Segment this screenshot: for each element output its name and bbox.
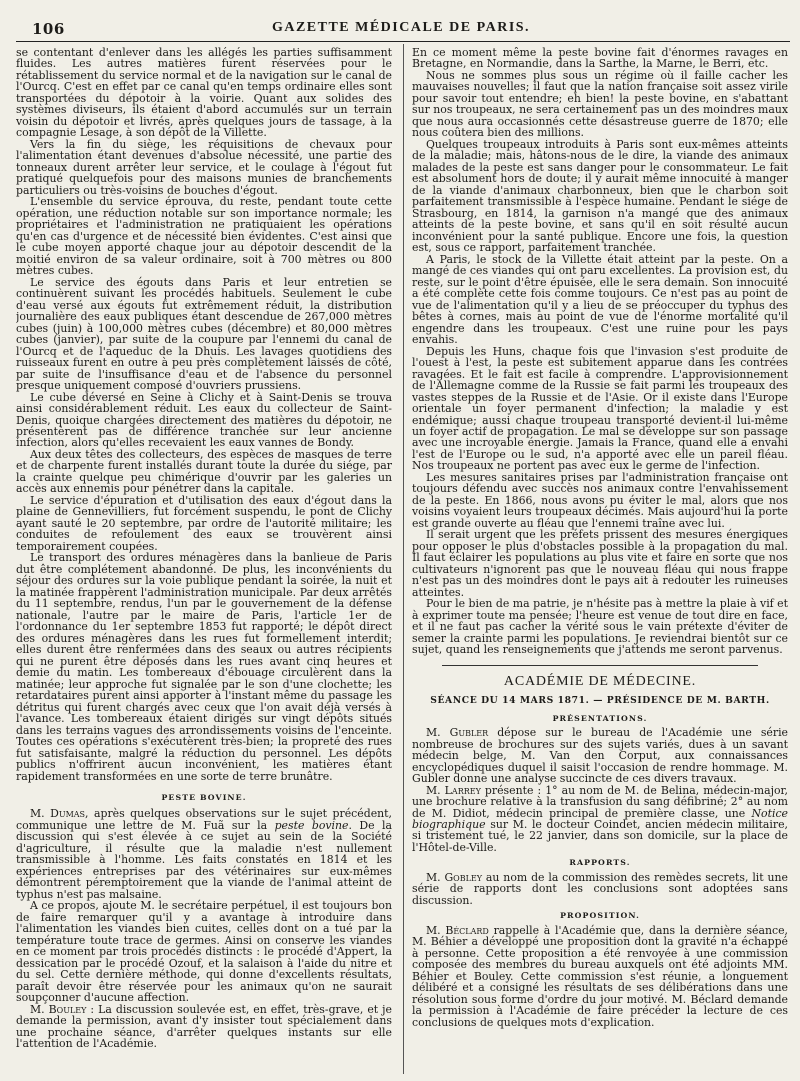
page-header bbox=[14, 14, 788, 44]
paragraph: Le transport des ordures ménagères dans la banlieue de Paris dut être complétement abandonné. De plus, les inconvénients du séjour des ordures sur la voie publique pendant la soirée, la nuit et la matinée frappèrent l'administration municipale. Par deux arrêtés du 11 septembre, rendus, l'un par le gouvernement de la défense nationale, l'autre par le maire de Paris, l'article 1er de l'ordonnance du 1er septembre 1853 fut rapporté; le dépôt direct des ordures ménagères dans les rues fut formellement interdit; elles durent être renfermées dans des seaux ou autres récipients qui ne purent être déposés dans les rues avant cinq heures et demie du matin. Les tombereaux d'ébouage circulèrent dans la matinée; leur approche fut signalée par le son d'une clochette; les retardataires purent ainsi apporter à l'instant même du passage les détritus qui furent chargés avec ceux que l'on avait déjà versés à l'avance. Les tombereaux étaient dirigés sur vingt dépôts situés dans les terrains vagues des arrondissements voisins de l'enceinte. Toutes ces opérations s'exécutèrent très-bien; la propreté des rues fut satisfaisante, malgré la réduction du personnel. Les dépôts publics n'offrirent aucun inconvénient, les matières étant rapidement transformées en une sorte de terre brunâtre. bbox=[16, 551, 392, 783]
speaker-name: M. Gobley bbox=[426, 870, 483, 884]
paragraph bbox=[16, 1004, 392, 1050]
paragraph-text: présente : 1° au nom de M. de Belina, médecin-major, une brochure relative à la transfusion du sang défibriné; 2° au nom de M. Didiot, médecin principal de première classe, une bbox=[412, 783, 788, 820]
paragraph: Le service d'épuration et d'utilisation des eaux d'égout dans la plaine de Gennevilliers, fut forcément suspendu, le pont de Clichy ayant sauté le 20 septembre, par ordre de l'autorité militaire; les conduites de refoulement des eaux se trouvèrent ainsi temporairement coupées. bbox=[16, 493, 392, 553]
paragraph-text: dépose sur le bureau de l'Académie une série nombreuse de brochures sur des sujets variés, dues à un savant médecin belge, M. Van den Corput, aux connaissances encyclopédiques duquel il saisit l'occasion de rendre hommage. M. Gubler donne une analyse succincte de ces divers travaux. bbox=[412, 726, 788, 786]
paragraph-text: rappelle à l'Académie que, dans la dernière séance, M. Béhier a développé une proposition dont la gravité n'a échappé à personne. Cette proposition a été renvoyée à une commission composée des membres du bureau auxquels ont été adjoints MM. Béhier et Bouley. Cette commission s'est réunie, a longuement délibéré et a consigné les résultats de ses délibérations dans une résolution sous forme d'ordre du jour motivé. M. Béclard demande la permission à l'Académie de faire précéder la lecture de ces conclusions de quelques mots d'explication. bbox=[412, 923, 788, 1029]
section-rule bbox=[442, 665, 758, 666]
paragraph: En ce moment même la peste bovine fait d'énormes ravages en Bretagne, en Normandie, dans la Sarthe, la Marne, le Berri, etc. bbox=[412, 47, 788, 71]
emphasis: peste bovine bbox=[274, 818, 349, 832]
speaker-name: M. Larrey bbox=[426, 783, 481, 797]
paragraph: Vers la fin du siège, les réquisitions de chevaux pour l'alimentation étant devenues d'absolue nécessité, une partie des tonneaux durent arrêter leur service, et le coulage à l'égout fut pratiqué quelquefois pour des maisons munies de branchements particuliers ou très-voisins de bouches d'égout. bbox=[16, 137, 392, 197]
right-column bbox=[412, 47, 788, 1071]
paragraph: A Paris, le stock de la Villette était atteint par la peste. On a mangé de ces viandes qui ont paru excellentes. La provision est, du reste, sur le point d'être épuisée, elle le sera demain. Son innocuité a été complète cette fois comme toujours. Ce n'est pas au point de vue de l'alimentation qu'il y a lieu de se préoccuper du typhus des bêtes à cornes, mais au point de vue de l'énorme mortalité qu'il engendre dans les troupeaux. C'est une ruine pour les pays envahis. bbox=[412, 252, 788, 347]
paragraph bbox=[412, 925, 788, 1028]
paragraph: Il serait urgent que les préfets prissent des mesures énergiques pour opposer le plus d'obstacles possible à la propagation du mal. Il faut éclairer les populations au plus vite et faire en sorte que nos cultivateurs n'ignorent pas que le nouveau fléau qui nous frappe n'est pas un des moindres dont le pays ait à redouter les ruineuses atteintes. bbox=[412, 528, 788, 599]
paragraph-text: au nom de la commission des remèdes secrets, lit une série de rapports dont les conclusions sont adoptées sans discussion. bbox=[412, 870, 788, 907]
section-title-academie: ACADÉMIE DE MÉDECINE. bbox=[503, 673, 697, 689]
speaker-name: M. Dumas bbox=[30, 807, 86, 821]
header-rule bbox=[16, 41, 790, 42]
paragraph: Pour le bien de ma patrie, je n'hésite pas à mettre la plaie à vif et à exprimer toute ma pensée; l'heure est venue de tout dire en face, et il ne faut pas cacher la vérité sous le vain prétexte d'éviter de semer la crainte parmi les populations. Je reviendrai bientôt sur ce sujet, quand les renseignements que j'attends me seront parvenus. bbox=[412, 597, 788, 657]
paragraph bbox=[412, 785, 788, 854]
paragraph: Aux deux têtes des collecteurs, des espèces de masques de terre et de charpente furent installés durant toute la durée du siége, par la crainte quelque peu chimérique d'ouvrir par les galeries un accès aux ennemis pour pénétrer dans la capitale. bbox=[16, 447, 392, 496]
paragraph: Depuis les Huns, chaque fois que l'invasion s'est produite de l'ouest à l'est, la peste est subitement apparue dans les contrées ravagées. Et le fait est facile à comprendre. L'approvisionnement de l'Allemagne comme de la Russie se fait parmi les troupeaux des vastes steppes de la Russie et de l'Asie. Or il existe dans l'Europe orientale un foyer permanent d'infection; la maladie y est endémique; aussi chaque troupeau transporté devient-il lui-même un foyer actif de propagation. Le mal se développe sur son passage avec une incroyable énergie. Jamais la France, quand elle a envahi l'est de l'Europe ou le sud, n'a apporté avec elle un pareil fléau. Nos troupeaux ne portent pas avec eux le germe de l'infection. bbox=[412, 344, 788, 473]
paragraph bbox=[16, 808, 392, 900]
section-heading-presentations: PRÉSENTATIONS. bbox=[552, 713, 648, 723]
paragraph: Nous ne sommes plus sous un régime où il faille cacher les mauvaises nouvelles; il faut que la nation française soit assez virile pour savoir tout entendre; eh bien! la peste bovine, en s'abattant sur nos troupeaux, ne sera certainement pas un des moindres maux que nous aura occasionnés cette désastreuse guerre de 1870; elle nous coûtera bien des millions. bbox=[412, 68, 788, 140]
journal-title: GAZETTE MÉDICALE DE PARIS. bbox=[271, 20, 531, 35]
left-column bbox=[16, 47, 392, 1071]
page-number: 106 bbox=[32, 20, 65, 38]
section-heading-peste-bovine: PESTE BOVINE. bbox=[161, 793, 247, 802]
paragraph: Les mesures sanitaires prises par l'administration française ont toujours défendu avec succès nos animaux contre l'envahissement de la peste. En 1866, nous avons pu éviter le mal, alors que nos voisins voyaient leurs troupeaux décimés. Mais aujourd'hui la porte est grande ouverte au fléau que l'ennemi traîne avec lui. bbox=[412, 470, 788, 530]
paragraph: L'ensemble du service éprouva, du reste, pendant toute cette opération, une réduction notable sur son importance normale; les propriétaires et l'administration ne pratiquaient les opérations qu'en cas d'urgence et de nécessité bien évidentes. C'est ainsi que le cube moyen apporté chaque jour au dépotoir descendit de la moitié environ de sa valeur ordinaire, soit à 700 mètres ou 800 mètres cubes. bbox=[16, 195, 392, 278]
paragraph: Le service des égouts dans Paris et leur entretien se continuèrent suivant les procédés habituels. Seulement le cube d'eau versé aux égouts fut extrêmement réduit, la distribution journalière des eaux publiques étant descendue de 267,000 mètres cubes (juin) à 100,000 mètres cubes (décembre) et 80,000 mètres cubes (janvier), par suite de la coupure par l'ennemi du canal de l'Ourcq et de l'aqueduc de la Dhuis. Les lavages quotidiens des ruisseaux furent en outre à peu près complètement laissés de côté, par suite de l'insuffisance d'eau et de l'absence du personnel presque uniquement composé d'ouvriers prussiens. bbox=[16, 275, 392, 393]
paragraph: se contentant d'enlever dans les allégés les parties suffisamment fluides. Les autres matières furent réservées pour le rétablissement du service normal et de la navigation sur le canal de l'Ourcq. C'est en effet par ce canal qu'en temps ordinaire elles sont transportées du dépotoir à la voirie. Quant aux solides des systèmes diviseurs, ils étaient d'abord accumulés sur un terrain voisin du dépotoir et livrés, après quelques jours de tassage, à la compagnie Lesage, à son dépôt de la Villette. bbox=[16, 47, 392, 140]
paragraph-text: , après quelques observations sur le sujet précédent, communique une lettre de M. Fuã sur la bbox=[16, 807, 392, 832]
column-divider bbox=[403, 44, 404, 1074]
section-heading-proposition: PROPOSITION. bbox=[560, 911, 640, 921]
paragraph-text: . De la discussion qui s'est élevée à ce sujet au sein de la Société d'agriculture, il résulte que la maladie n'est nullement transmissible à l'homme. Les faits constatés en 1814 et les expériences entreprises par des vétérinaires sur eux-mêmes démontrent péremptoirement que la viande de l'animal atteint de typhus n'est pas malsaine. bbox=[16, 818, 392, 901]
paragraph bbox=[412, 872, 788, 906]
paragraph: Quelques troupeaux introduits à Paris sont eux-mêmes atteints de la maladie; mais, hâtons-nous de le dire, la viande des animaux malades de la peste est sans danger pour le consommateur. Le fait est absolument hors de doute; il y aurait même innocuité à manger de la viande d'animaux charbonneux, bien que le charbon soit parfaitement transmissible à l'espèce humaine. Pendant le siége de Strasbourg, en 1814, la garnison n'a mangé que des animaux atteints de la peste bovine, et sans qu'il en soit résulté aucun inconvénient pour la santé publique. Encore une fois, la question est, sous ce rapport, parfaitement tranchée. bbox=[412, 137, 788, 255]
paragraph-text: sur M. le docteur Coindet, ancien médecin militaire, si tristement tué, le 22 janvier, dans son domicile, sur la place de l'Hôtel-de-Ville. bbox=[412, 818, 788, 854]
section-heading-rapports: RAPPORTS. bbox=[569, 858, 631, 868]
paragraph bbox=[412, 727, 788, 784]
paragraph-text: : La discussion soulevée est, en effet, très-grave, et je demande la permission, avant d'y insister tout spécialement dans une prochaine séance, d'arrêter quelques instants sur elle l'attention de l'Académie. bbox=[16, 1002, 392, 1051]
session-line: SÉANCE DU 14 MARS 1871. — PRÉSIDENCE DE M. BARTH. bbox=[430, 695, 770, 707]
speaker-name: M. Gubler bbox=[426, 726, 489, 740]
speaker-name: M. Béclard bbox=[426, 923, 489, 937]
paragraph: A ce propos, ajoute M. le secrétaire perpétuel, il est toujours bon de faire remarquer qu'il y a avantage à introduire dans l'alimentation les viandes bien cuites, celles dont on a tué par la température toute trace de germes. Ainsi on conserve les viandes en ce moment par trois procédés distincts : le procédé d'Appert, la dessication par le procédé Ozouf, et la salaison à l'aide du nitre et du sel. Cette dernière méthode, qui donne d'excellents résultats, paraît devoir être réservée pour les animaux qu'on ne saurait soupçonner d'aucune affection. bbox=[16, 899, 392, 1005]
emphasis: Notice biographique bbox=[412, 806, 788, 831]
paragraph: Le cube déversé en Seine à Clichy et à Saint-Denis se trouva ainsi considérablement réduit. Les eaux du collecteur de Saint-Denis, quoique chargées directement des matières du dépotoir, ne présentèrent pas de différence tranchée sur leur ancienne infection, alors qu'elles recevaient les eaux vannes de Bondy. bbox=[16, 390, 392, 450]
speaker-name: M. Bouley bbox=[30, 1002, 87, 1016]
